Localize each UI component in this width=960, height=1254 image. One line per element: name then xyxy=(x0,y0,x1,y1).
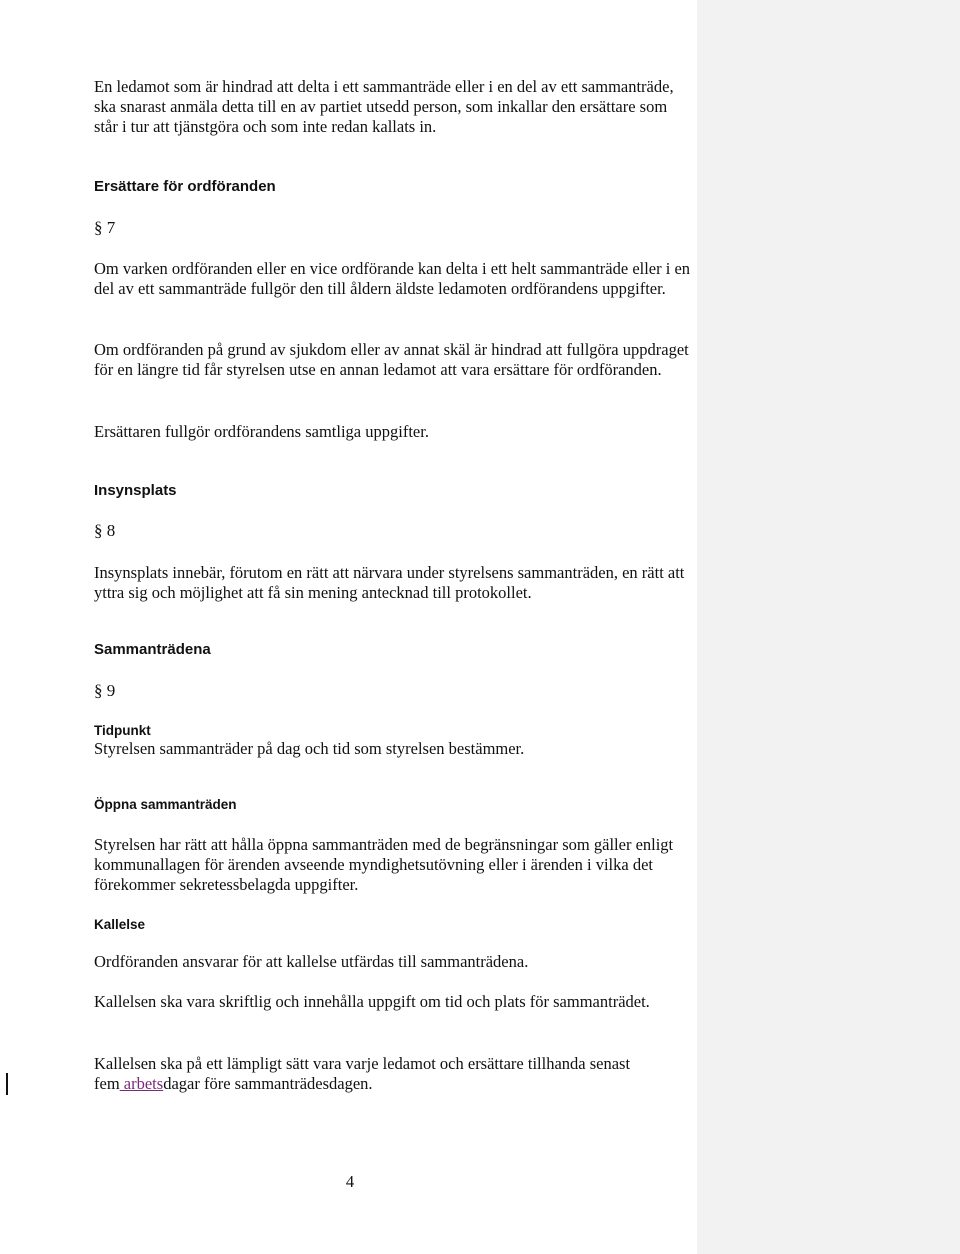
intro-paragraph: En ledamot som är hindrad att delta i ett sammanträde eller i en del av ett sammanträde, ska snarast anmäla detta till en av partiet utsedd person, som inkallar den ersättare som står i tur att tjänstgöra och som inte redan kallats in. xyxy=(94,77,674,136)
kallelse-text-3-before: fem xyxy=(94,1074,120,1093)
section-8-paragraph: Insynsplats innebär, förutom en rätt att närvara under styrelsens sammanträden, en rätt att yttra sig och möjlighet att få sin mening antecknad till protokollet. xyxy=(94,563,685,602)
kallelse-text-3-line-2 xyxy=(94,1074,630,1094)
section-8-heading: Insynsplats xyxy=(94,482,177,499)
kallelse-text-1: Ordföranden ansvarar för att kallelse utfärdas till sammanträdena. xyxy=(94,952,529,971)
comment-margin-pane xyxy=(697,0,960,1254)
kallelse-text-3-after: dagar före sammanträdesdagen. xyxy=(163,1074,373,1093)
oppna-text: Styrelsen har rätt att hålla öppna sammanträden med de begränsningar som gäller enligt kommunallagen för ärenden avseende myndighetsutövning eller i ärenden i vilka det förekommer sekretessbelagda uppgifter. xyxy=(94,835,674,894)
tidpunkt-text: Styrelsen sammanträder på dag och tid som styrelsen bestämmer. xyxy=(94,739,525,758)
change-bar xyxy=(6,1073,8,1095)
oppna-heading: Öppna sammanträden xyxy=(94,797,237,812)
kallelse-text-3 xyxy=(94,1054,630,1094)
section-7-heading: Ersättare för ordföranden xyxy=(94,178,276,195)
section-7-paragraph-3: Ersättaren fullgör ordförandens samtliga uppgifter. xyxy=(94,422,429,441)
section-7-paragraph-2: Om ordföranden på grund av sjukdom eller av annat skäl är hindrad att fullgöra uppdraget för en längre tid får styrelsen utse en annan ledamot att vara ersättare för ordföranden. xyxy=(94,340,689,379)
kallelse-text-2: Kallelsen ska vara skriftlig och innehålla uppgift om tid och plats för sammanträdet. xyxy=(94,992,650,1011)
tidpunkt-heading: Tidpunkt xyxy=(94,723,151,738)
section-7-paragraph-1: Om varken ordföranden eller en vice ordförande kan delta i ett helt sammanträde eller i en del av ett sammanträde fullgör den till åldern äldste ledamoten ordförandens uppgifter. xyxy=(94,259,691,298)
kallelse-heading: Kallelse xyxy=(94,917,146,932)
section-8-mark: § 8 xyxy=(94,521,116,540)
inserted-revision-text: arbets xyxy=(119,1074,164,1093)
kallelse-text-3-line-1: Kallelsen ska på ett lämpligt sätt vara varje ledamot och ersättare tillhanda senast xyxy=(94,1054,631,1073)
section-7-mark: § 7 xyxy=(94,218,116,237)
page-number: 4 xyxy=(345,1172,355,1191)
section-9-heading: Sammanträdena xyxy=(94,641,211,658)
section-9-mark: § 9 xyxy=(94,681,116,700)
